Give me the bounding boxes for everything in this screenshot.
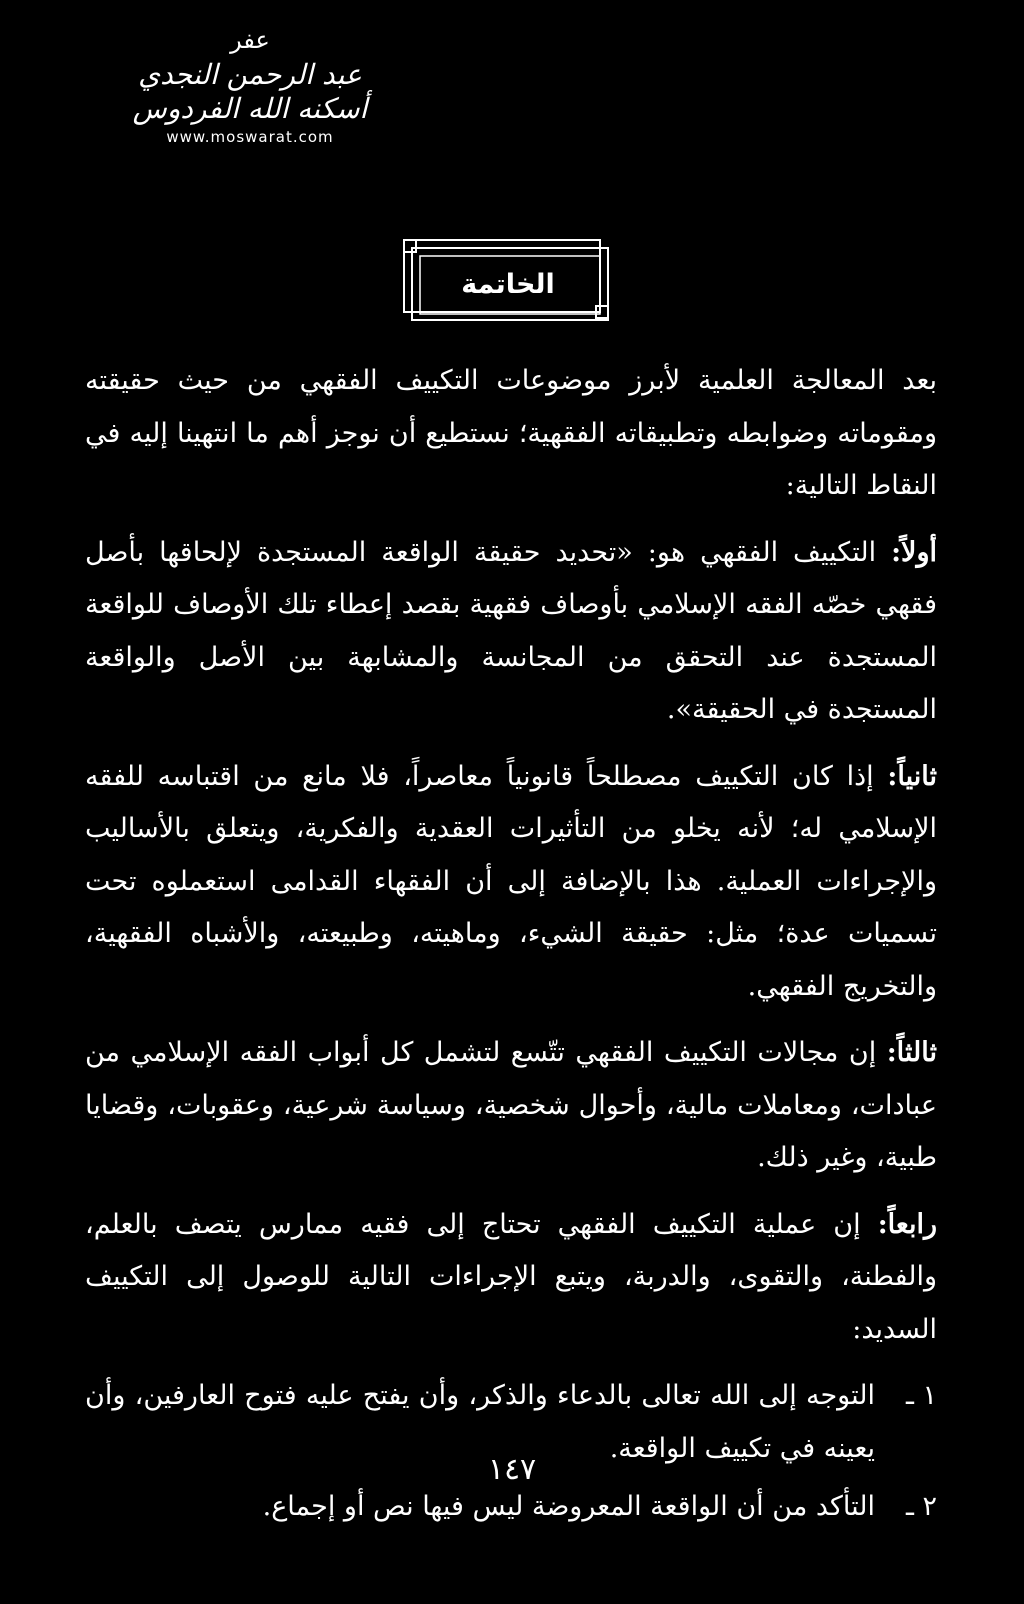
publisher-logo	[130, 22, 370, 162]
point-2-text: إذا كان التكييف مصطلحاً قانونياً معاصراً، فلا مانع من اقتباسه للفقه الإسلامي له؛ لأنه يخلو من التأثيرات العقدية والفكرية، ويتعلق بالأساليب والإجراءات العملية. هذا بالإضافة إلى أن الفقهاء القدامى استعملوه تحت تسميات عدة؛ مثل: حقيقة الشيء، وماهيته، وطبيعته، والأشباه الفقهية، والتخريج الفقهي.	[85, 760, 937, 1002]
list-item-1-number: ١ ـ	[905, 1380, 937, 1411]
list-item-2	[85, 1481, 937, 1534]
list-item-2-number: ٢ ـ	[905, 1491, 937, 1522]
point-2-lead: ثانياً:	[887, 760, 937, 792]
point-1	[85, 527, 937, 737]
logo-mark: عفر	[230, 26, 270, 54]
title-box	[420, 260, 596, 308]
point-3-text: إن مجالات التكييف الفقهي تتّسع لتشمل كل أبواب الفقه الإسلامي من عبادات، ومعاملات مالية، وأحوال شخصية، وسياسة شرعية، وعقوبات، وقضايا طبية، وغير ذلك.	[85, 1037, 937, 1173]
point-1-lead: أولاً:	[891, 536, 937, 568]
list-item-1-text: التوجه إلى الله تعالى بالدعاء والذكر، وأن يفتح عليه فتوح العارفين، وأن يعينه في تكييف الواقعة.	[85, 1380, 875, 1464]
logo-url: www.moswarat.com	[166, 128, 334, 146]
point-4-text: إن عملية التكييف الفقهي تحتاج إلى فقيه ممارس يتصف بالعلم، والفطنة، والتقوى، والدربة، ويتبع الإجراءات التالية للوصول إلى التكييف السديد:	[85, 1208, 937, 1345]
point-4-lead: رابعاً:	[877, 1208, 937, 1240]
point-3	[85, 1027, 937, 1185]
page-number: ١٤٧	[487, 1452, 537, 1487]
logo-line-2: أسكنه الله الفردوس	[132, 92, 368, 125]
intro-paragraph: بعد المعالجة العلمية لأبرز موضوعات التكييف الفقهي من حيث حقيقته ومقوماته وضوابطه وتطبيقاته الفقهية؛ نستطيع أن نوجز أهم ما انتهينا إليه في النقاط التالية:	[85, 365, 937, 501]
chapter-title: الخاتمة	[461, 268, 555, 300]
point-4	[85, 1199, 937, 1357]
point-3-lead: ثالثاً:	[886, 1037, 937, 1068]
title-frame	[402, 238, 622, 328]
point-1-text: التكييف الفقهي هو: «تحديد حقيقة الواقعة المستجدة لإلحاقها بأصل فقهي خصّه الفقه الإسلامي بأوصاف فقهية بقصد إعطاء تلك الأوصاف للواقعة المستجدة عند التحقق من المجانسة والمشابهة بين الأصل والواقعة المستجدة في الحقيقة».	[85, 536, 937, 725]
point-2	[85, 751, 937, 1014]
logo-line-1: عبد الرحمن النجدي	[138, 58, 362, 91]
list-item-2-text: التأكد من أن الواقعة المعروضة ليس فيها نص أو إجماع.	[262, 1491, 875, 1522]
body-text	[85, 355, 937, 1540]
